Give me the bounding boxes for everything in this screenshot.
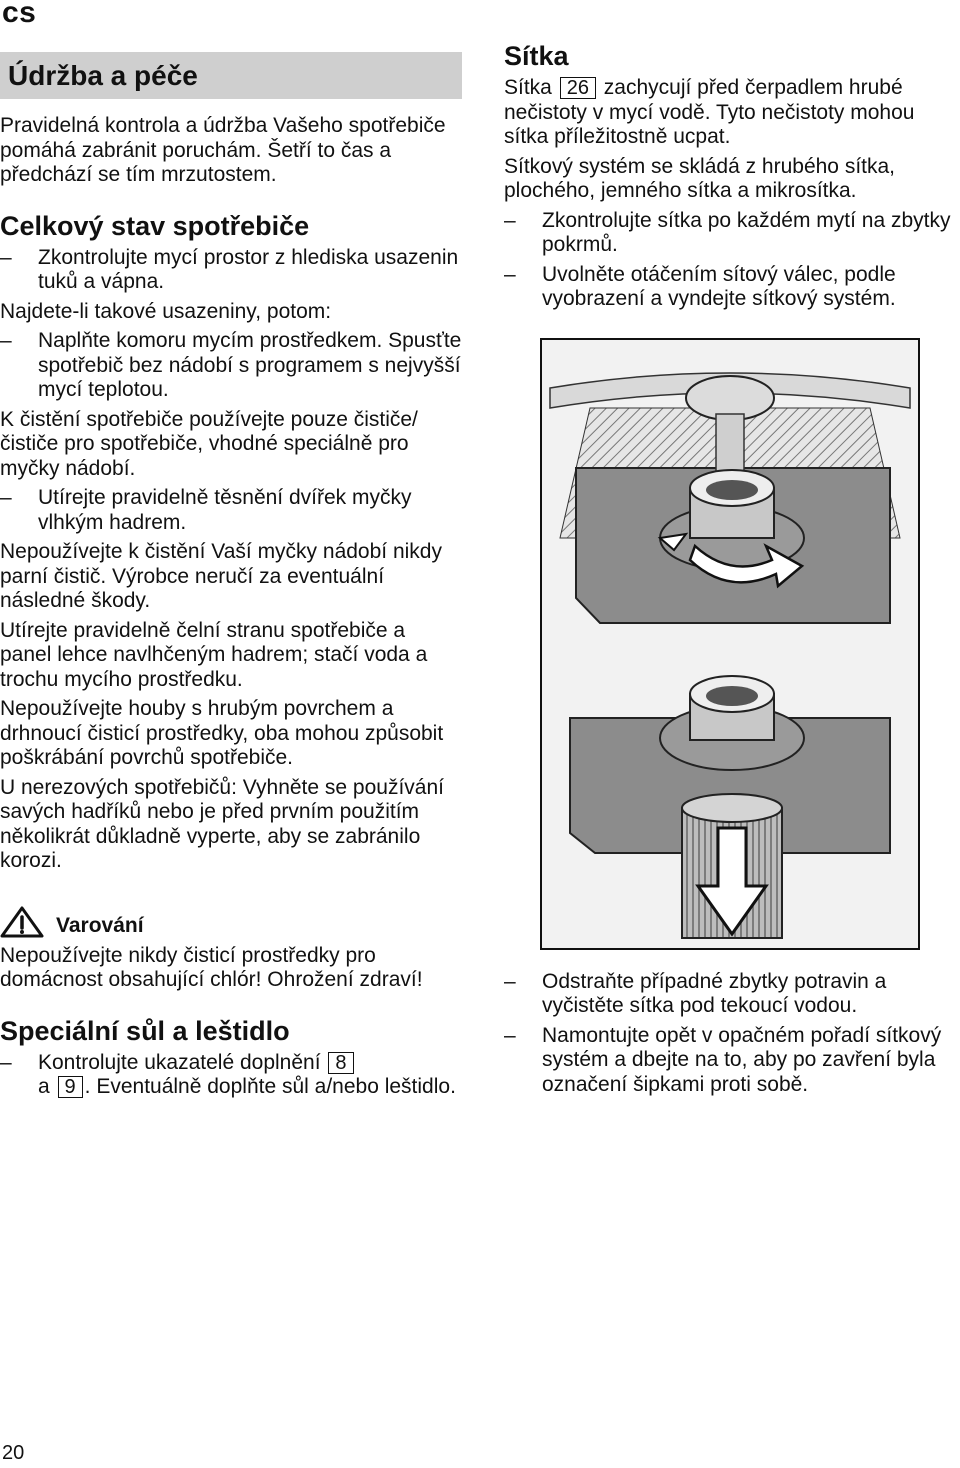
warning-header [0, 906, 462, 938]
warning-title: Varování [56, 913, 144, 937]
paragraph-filter-system: Sítkový systém se skládá z hrubého sítka, plochého, jemného sítka a mikrosítka. [504, 154, 896, 202]
reference-number: 8 [328, 1052, 353, 1074]
bullet-indicators-text-c: . Eventuálně doplňte sůl a/nebo leštidlo. [84, 1075, 456, 1098]
bullet-indicators-text-b: a [38, 1075, 50, 1098]
page-number: 20 [2, 1442, 25, 1464]
right-column [504, 40, 960, 1102]
bullet-fill-detergent: – Naplňte komoru mycím prostředkem. Spusťte spotřebič bez nádobí s programem s nejvyšší mycí teplotou. [0, 329, 462, 403]
warning-icon [0, 906, 44, 938]
bullet-clean-filters: – Odstraňte případné zbytky potravin a vyčistěte sítka pod tekoucí vodou. [504, 970, 960, 1019]
filter-illustration [540, 338, 920, 950]
paragraph-sponges: Nepoužívejte houby s hrubým povrchem a drhnoucí čisticí prostředky, oba mohou způsobit poškrábání povrchů spotřebiče. [0, 697, 444, 769]
bullet-remove-filters: – Uvolněte otáčením sítový válec, podle vyobrazení a vyndejte sítkový systém. [504, 263, 960, 312]
paragraph-front-panel: Utírejte pravidelně čelní stranu spotřebiče a panel lehce navlhčeným hadrem; stačí voda a trochu mycího prostředku. [0, 618, 428, 691]
bullet-indicators [0, 1051, 462, 1100]
section-banner: Údržba a péče [0, 52, 462, 99]
bullet-check-filters: – Zkontrolujte sítka po každém mytí na zbytky pokrmů. [504, 209, 960, 258]
reference-number: 9 [58, 1076, 83, 1098]
left-column [0, 52, 462, 1105]
section-title-salt: Speciální sůl a leštidlo [0, 1015, 290, 1046]
paragraph-stainless: U nerezových spotřebičů: Vyhněte se používání savých hadříků nebo je před prvním použitím několikrát důkladně vyperte, aby se zabránilo korozi. [0, 775, 444, 872]
bullet-door-seal: – Utírejte pravidelně těsnění dvířek myčky vlhkým hadrem. [0, 486, 462, 535]
reference-number: 26 [560, 77, 596, 99]
paragraph-cleaners: K čistění spotřebiče používejte pouze čističe/čističe pro spotřebiče, vhodné speciálně pro myčky nádobí. [0, 407, 418, 480]
bullet-indicators-text-a: Kontrolujte ukazatelé doplnění [38, 1050, 321, 1074]
intro-paragraph: Pravidelná kontrola a údržba Vašeho spotřebiče pomáhá zabránit poruchám. Šetří to čas a předchází se tím mrzutostem. [0, 114, 446, 186]
paragraph-deposits: Najdete-li takové usazeniny, potom: [0, 299, 332, 323]
bullet-reassemble: – Namontujte opět v opačném pořadí sítkový systém a dbejte na to, aby po zavření byla označení šipkami proti sobě. [504, 1024, 960, 1098]
paragraph-filters [504, 76, 960, 150]
warning-text: Nepoužívejte nikdy čisticí prostředky pro domácnost obsahující chlór! Ohrožení zdraví! [0, 943, 423, 991]
bullet-check-interior: – Zkontrolujte mycí prostor z hlediska usazenin tuků a vápna. [0, 246, 462, 295]
section-title-filters: Sítka [504, 41, 569, 71]
paragraph-filters-text-a: Sítka [504, 76, 552, 99]
language-code: cs [2, 0, 37, 29]
section-title-general: Celkový stav spotřebiče [0, 210, 310, 241]
paragraph-steam-cleaner: Nepoužívejte k čistění Vaší myčky nádobí nikdy parní čistič. Výrobce neručí za eventuální následné škody. [0, 540, 442, 612]
paragraph-filters-text-b: zachycují před čerpadlem hrubé nečistoty v mycí vodě. Tyto nečistoty mohou sítka příležitostně ucpat. [504, 76, 915, 148]
